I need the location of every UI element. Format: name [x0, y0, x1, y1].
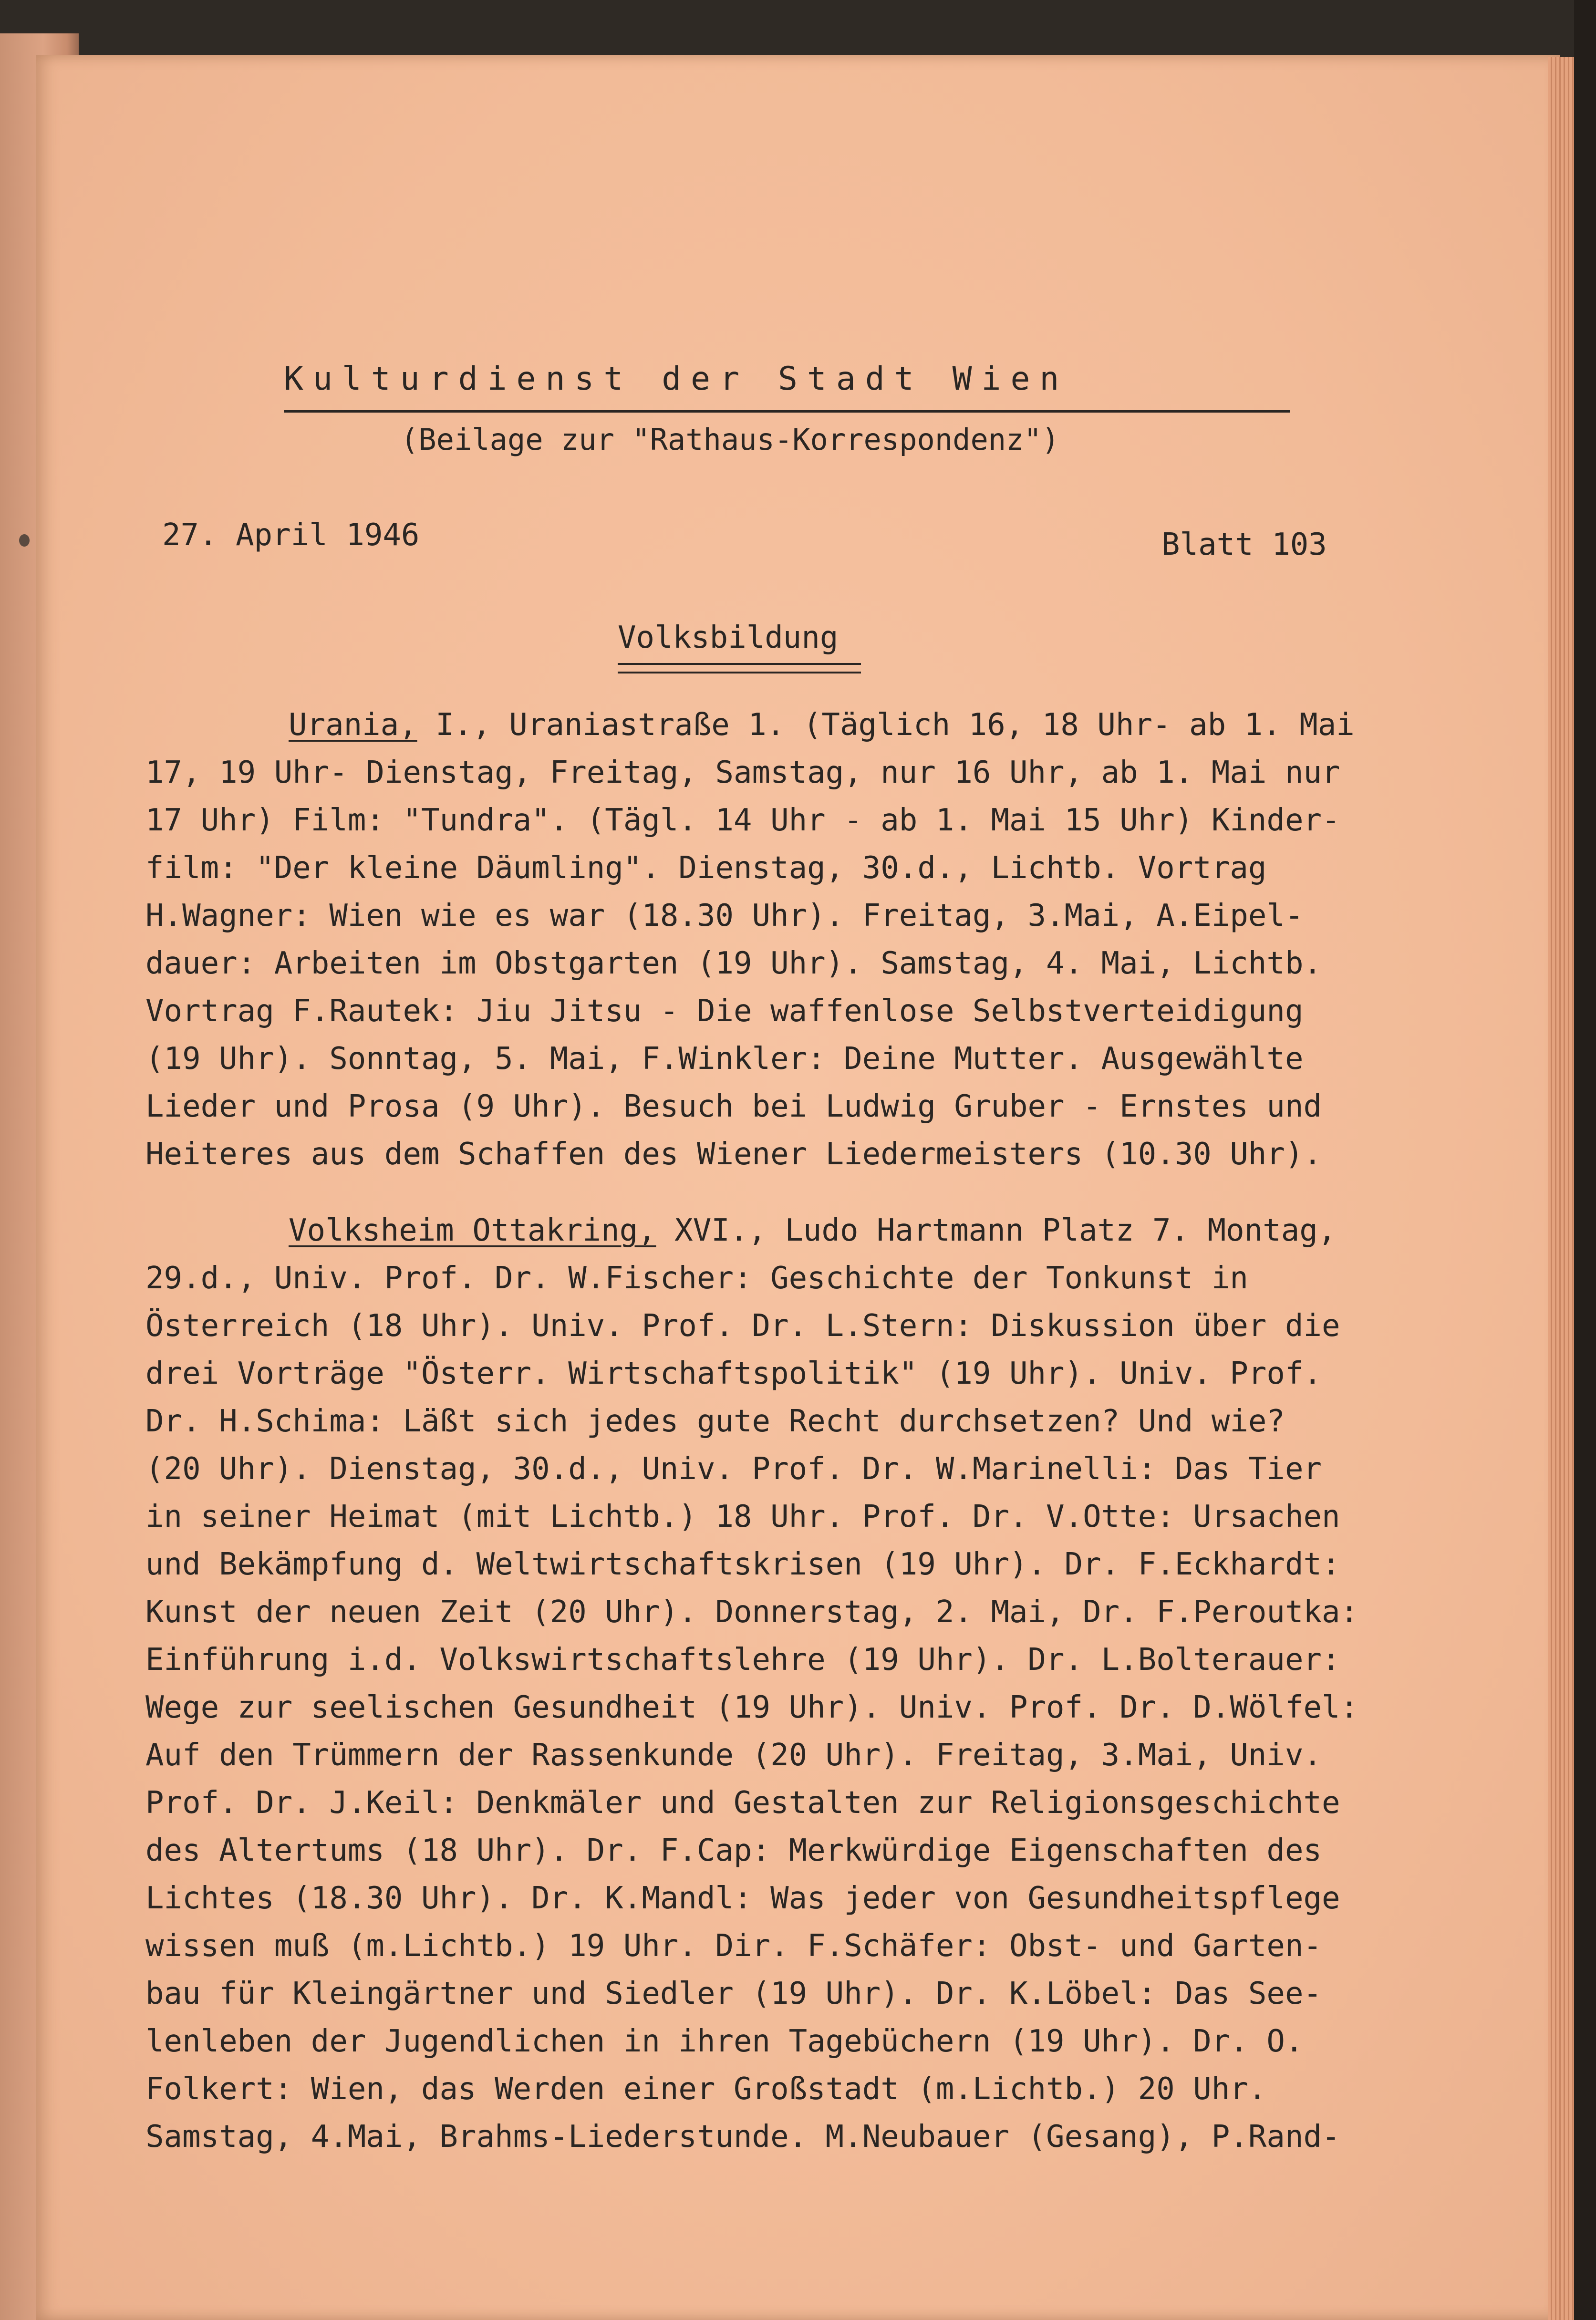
- paragraph-line: Prof. Dr. J.Keil: Denkmäler und Gestalten zur Religionsgeschichte: [145, 1785, 1340, 1821]
- header-title: Kulturdienst der Stadt Wien: [284, 360, 1069, 398]
- paragraph-line: 17, 19 Uhr- Dienstag, Freitag, Samstag, nur 16 Uhr, ab 1. Mai nur: [145, 755, 1340, 790]
- paragraph-line: Wege zur seelischen Gesundheit (19 Uhr). Univ. Prof. Dr. D.Wölfel:: [145, 1690, 1359, 1725]
- sheet-number: Blatt 103: [1161, 527, 1327, 562]
- line-text: XVI., Ludo Hartmann Platz 7. Montag,: [656, 1213, 1337, 1248]
- paragraph-line: und Bekämpfung d. Weltwirtschaftskrisen (19 Uhr). Dr. F.Eckhardt:: [145, 1547, 1340, 1582]
- paragraph-line: Samstag, 4.Mai, Brahms-Liederstunde. M.Neubauer (Gesang), P.Rand-: [145, 2119, 1340, 2154]
- paragraph-line: Einführung i.d. Volkswirtschaftslehre (19 Uhr). Dr. L.Bolterauer:: [145, 1642, 1340, 1678]
- paragraph-line: bau für Kleingärtner und Siedler (19 Uhr). Dr. K.Löbel: Das See-: [145, 1976, 1322, 2011]
- section-double-underline: [618, 663, 861, 673]
- paragraph-line: Auf den Trümmern der Rassenkunde (20 Uhr). Freitag, 3.Mai, Univ.: [145, 1738, 1322, 1773]
- paragraph-line: Folkert: Wien, das Werden einer Großstadt (m.Lichtb.) 20 Uhr.: [145, 2071, 1267, 2107]
- paragraph-line: [145, 1207, 1495, 1254]
- paragraph-line: in seiner Heimat (mit Lichtb.) 18 Uhr. Prof. Dr. V.Otte: Ursachen: [145, 1499, 1340, 1534]
- paragraph-line: dauer: Arbeiten im Obstgarten (19 Uhr). Samstag, 4. Mai, Lichtb.: [145, 946, 1322, 981]
- paragraph-line: Kunst der neuen Zeit (20 Uhr). Donnerstag, 2. Mai, Dr. F.Peroutka:: [145, 1595, 1359, 1630]
- paragraph-lead: Volksheim Ottakring,: [289, 1213, 656, 1248]
- page-content: [36, 55, 1560, 2320]
- paragraph-lead: Urania,: [289, 707, 417, 743]
- paragraph-line: Lichtes (18.30 Uhr). Dr. K.Mandl: Was jeder von Gesundheitspflege: [145, 1881, 1340, 1916]
- paragraph-line: Lieder und Prosa (9 Uhr). Besuch bei Ludwig Gruber - Ernstes und: [145, 1089, 1322, 1124]
- paragraph-line: 29.d., Univ. Prof. Dr. W.Fischer: Geschichte der Tonkunst in: [145, 1261, 1248, 1296]
- line-text: I., Uraniastraße 1. (Täglich 16, 18 Uhr- ab 1. Mai: [417, 707, 1355, 743]
- paragraph-line: Österreich (18 Uhr). Univ. Prof. Dr. L.Stern: Diskussion über die: [145, 1308, 1340, 1344]
- date: 27. April 1946: [162, 518, 420, 553]
- header-rule: [284, 410, 1290, 413]
- paragraph-line: H.Wagner: Wien wie es war (18.30 Uhr). Freitag, 3.Mai, A.Eipel-: [145, 898, 1304, 933]
- paragraph-gap: [145, 1178, 1495, 1207]
- ink-speck: [19, 534, 30, 547]
- paragraph-line: 17 Uhr) Film: "Tundra". (Tägl. 14 Uhr - ab 1. Mai 15 Uhr) Kinder-: [145, 803, 1340, 838]
- paragraph-line: wissen muß (m.Lichtb.) 19 Uhr. Dir. F.Schäfer: Obst- und Garten-: [145, 1928, 1322, 1964]
- paragraph-line: des Altertums (18 Uhr). Dr. F.Cap: Merkwürdige Eigenschaften des: [145, 1833, 1322, 1868]
- body-text: [145, 701, 1495, 2161]
- header-subtitle: (Beilage zur "Rathaus-Korrespondenz"): [401, 422, 1060, 457]
- paragraph-line: Vortrag F.Rautek: Jiu Jitsu - Die waffenlose Selbstverteidigung: [145, 994, 1304, 1029]
- paragraph-line: (20 Uhr). Dienstag, 30.d., Univ. Prof. Dr. W.Marinelli: Das Tier: [145, 1451, 1322, 1487]
- paragraph-line: film: "Der kleine Däumling". Dienstag, 30.d., Lichtb. Vortrag: [145, 850, 1267, 886]
- background-dark: [1574, 0, 1596, 2320]
- paragraph-line: [145, 701, 1495, 749]
- document-page: [36, 55, 1560, 2320]
- paragraph-line: drei Vorträge "Österr. Wirtschaftspolitik" (19 Uhr). Univ. Prof.: [145, 1356, 1322, 1391]
- page-stack-edge: [1548, 57, 1574, 2320]
- paragraph-line: (19 Uhr). Sonntag, 5. Mai, F.Winkler: Deine Mutter. Ausgewählte: [145, 1041, 1304, 1077]
- paragraph-line: Heiteres aus dem Schaffen des Wiener Liedermeisters (10.30 Uhr).: [145, 1137, 1322, 1172]
- paragraph-line: Dr. H.Schima: Läßt sich jedes gute Recht durchsetzen? Und wie?: [145, 1404, 1285, 1439]
- section-title: Volksbildung: [618, 620, 839, 655]
- paragraph-line: lenleben der Jugendlichen in ihren Tagebüchern (19 Uhr). Dr. O.: [145, 2024, 1304, 2059]
